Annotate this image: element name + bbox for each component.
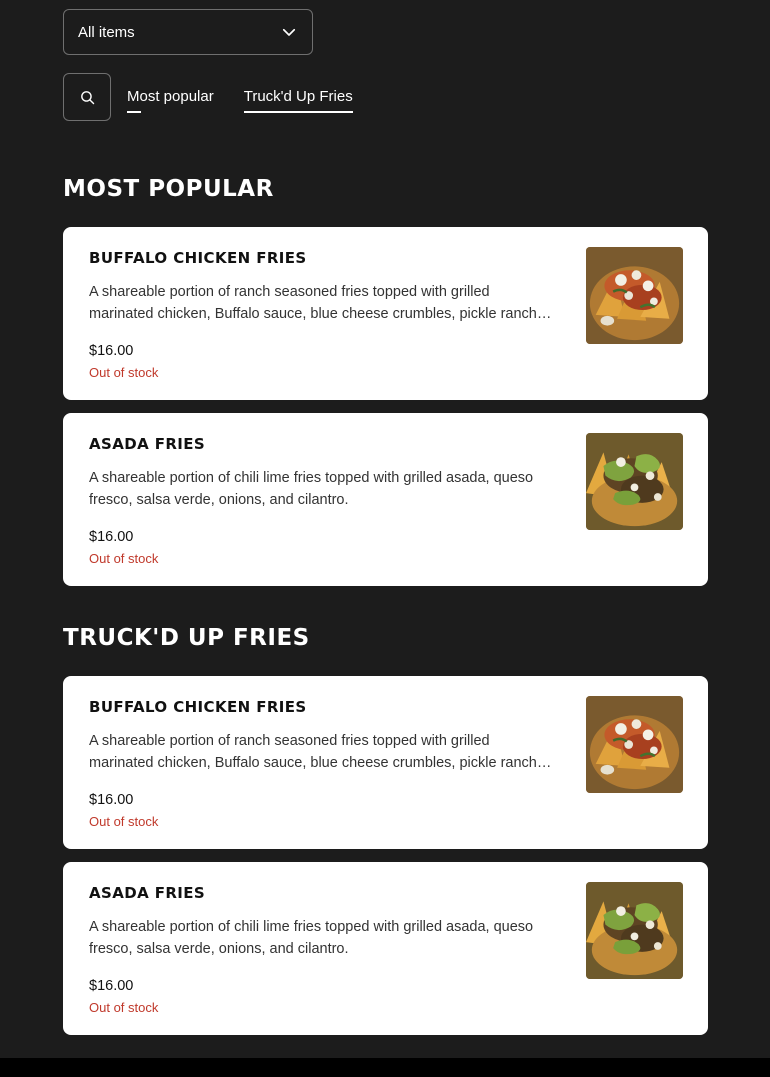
- menu-item-price: $16.00: [89, 792, 134, 808]
- menu-item-stock-status: Out of stock: [89, 814, 159, 829]
- asada-fries-photo: [586, 433, 683, 530]
- tab-truckd-up-fries-label: Truck'd Up Fries: [243, 88, 353, 105]
- menu-item-card[interactable]: [63, 862, 708, 1035]
- menu-item-price: $16.00: [89, 343, 134, 359]
- tab-most-popular-label: Most popular: [127, 88, 214, 105]
- menu-item-price: $16.00: [89, 529, 134, 545]
- search-button[interactable]: [63, 73, 111, 121]
- menu-item-card[interactable]: [63, 676, 708, 849]
- menu-item-content: [63, 862, 708, 1035]
- menu-item-stock-status: Out of stock: [89, 551, 159, 566]
- menu-item-description: A shareable portion of chili lime fries topped with grilled asada, queso fresco, salsa verde, onions, and cilantro.: [89, 919, 534, 957]
- category-tabs[interactable]: [127, 73, 353, 121]
- tab-most-popular[interactable]: [127, 73, 214, 121]
- item-filter-control[interactable]: [63, 9, 313, 55]
- item-filter[interactable]: [63, 9, 313, 55]
- menu-item-name: BUFFALO CHICKEN FRIES: [89, 698, 307, 716]
- menu-item-name: ASADA FRIES: [89, 435, 206, 453]
- menu-item-name: ASADA FRIES: [89, 884, 206, 902]
- menu-item-name: BUFFALO CHICKEN FRIES: [89, 249, 307, 267]
- menu-item-content: [63, 413, 708, 586]
- menu-item-content: [63, 227, 708, 400]
- section-title-most-popular: MOST POPULAR: [63, 176, 274, 202]
- tab-underline-active: [244, 111, 353, 113]
- buffalo-chicken-fries-photo: [586, 247, 683, 344]
- menu-item-stock-status: Out of stock: [89, 365, 159, 380]
- menu-item-description: A shareable portion of chili lime fries topped with grilled asada, queso fresco, salsa verde, onions, and cilantro.: [89, 470, 534, 508]
- menu-item-card[interactable]: [63, 227, 708, 400]
- search-icon: [79, 89, 96, 106]
- menu-item-stock-status: Out of stock: [89, 1000, 159, 1015]
- tab-underline: [127, 111, 141, 113]
- menu-item-description: A shareable portion of ranch seasoned fries topped with grilled marinated chicken, Buffalo sauce, blue cheese crumbles, pickle ranch…: [89, 733, 552, 771]
- section-title-truckd-up-fries: TRUCK'D UP FRIES: [63, 625, 310, 651]
- menu-item-card[interactable]: [63, 413, 708, 586]
- item-filter-value: All items: [78, 23, 135, 41]
- bottom-bar: [0, 1058, 770, 1077]
- asada-fries-photo: [586, 882, 683, 979]
- tab-truckd-up-fries[interactable]: [244, 73, 353, 121]
- buffalo-chicken-fries-photo: [586, 696, 683, 793]
- menu-item-content: [63, 676, 708, 849]
- chevron-down-icon: [280, 23, 298, 41]
- menu-item-price: $16.00: [89, 978, 134, 994]
- menu-item-description: A shareable portion of ranch seasoned fries topped with grilled marinated chicken, Buffalo sauce, blue cheese crumbles, pickle ranch…: [89, 284, 552, 322]
